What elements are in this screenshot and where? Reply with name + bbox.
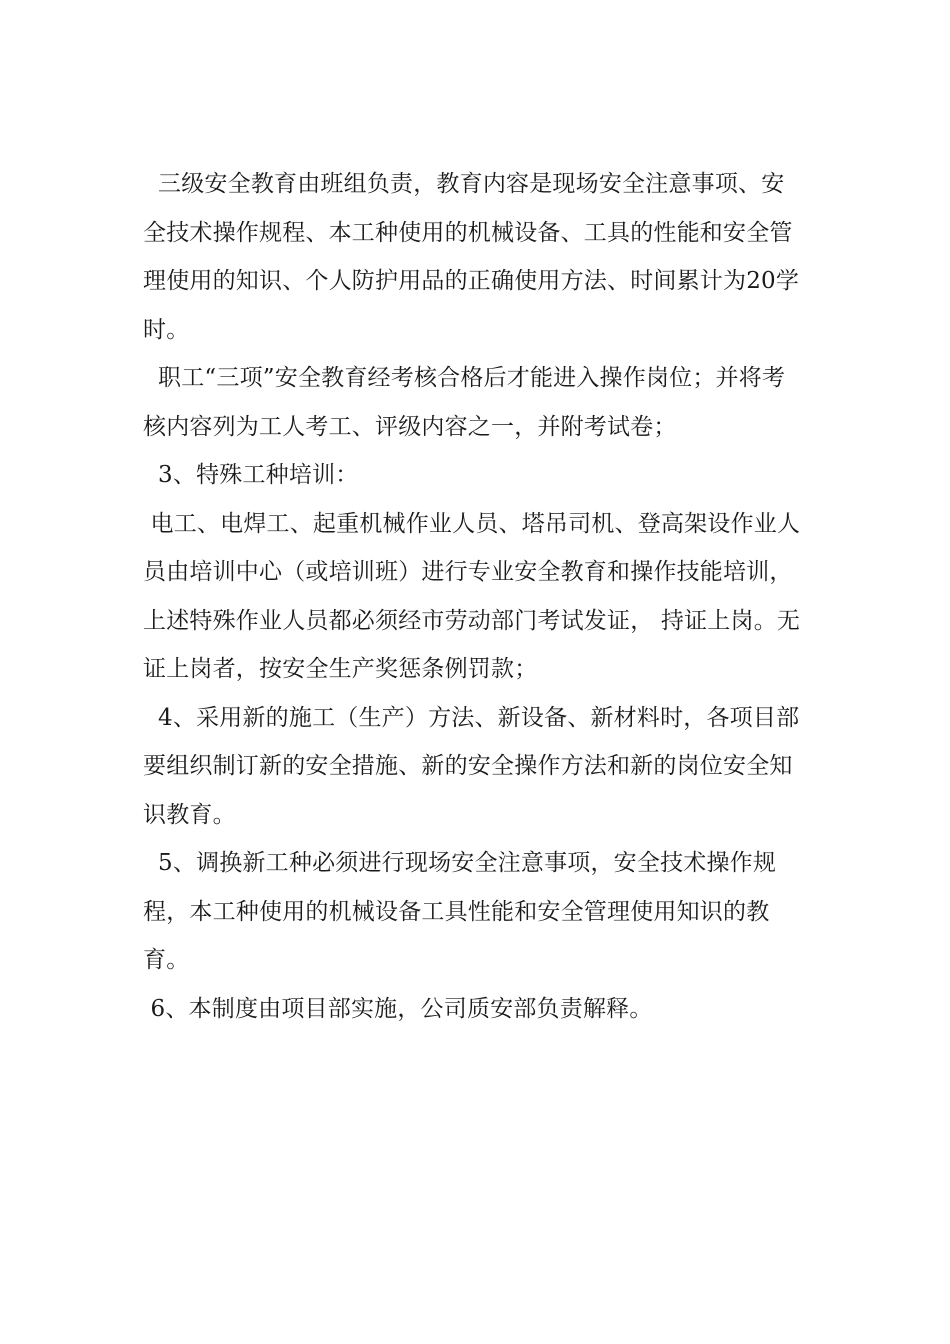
paragraph-special-trade-training: 电工、电焊工、起重机械作业人员、塔吊司机、登高架设作业人员由培训中心（或培训班）进行专业安全教育和操作技能培训，上述特殊作业人员都必须经市劳动部门考试发证， 持证上岗。无证上岗者，按安全生产奖惩条例罚款；	[143, 510, 801, 682]
paragraph-interpretation: 6、本制度由项目部实施，公司质安部负责解释。	[143, 995, 653, 1022]
paragraph-job-change: 5、调换新工种必须进行现场安全注意事项，安全技术操作规程，本工种使用的机械设备工具性能和安全管理使用知识的教育。	[143, 850, 777, 973]
paragraph-level-three-education: 三级安全教育由班组负责，教育内容是现场安全注意事项、安全技术操作规程、本工种使用的机械设备、工具的性能和安全管理使用的知识、个人防护用品的正确使用方法、时间累计为20学时。	[143, 171, 800, 343]
paragraph-special-trade-heading: 3、特殊工种培训：	[143, 462, 359, 488]
paragraph-new-methods: 4、采用新的施工（生产）方法、新设备、新材料时，各项目部要组织制订新的安全措施、新的安全操作方法和新的岗位安全知识教育。	[143, 704, 800, 828]
document-body	[143, 160, 807, 1033]
paragraph-three-item-exam: 职工“三项”安全教育经考核合格后才能进入操作岗位；并将考核内容列为工人考工、评级内容之一，并附考试卷；	[143, 365, 786, 440]
